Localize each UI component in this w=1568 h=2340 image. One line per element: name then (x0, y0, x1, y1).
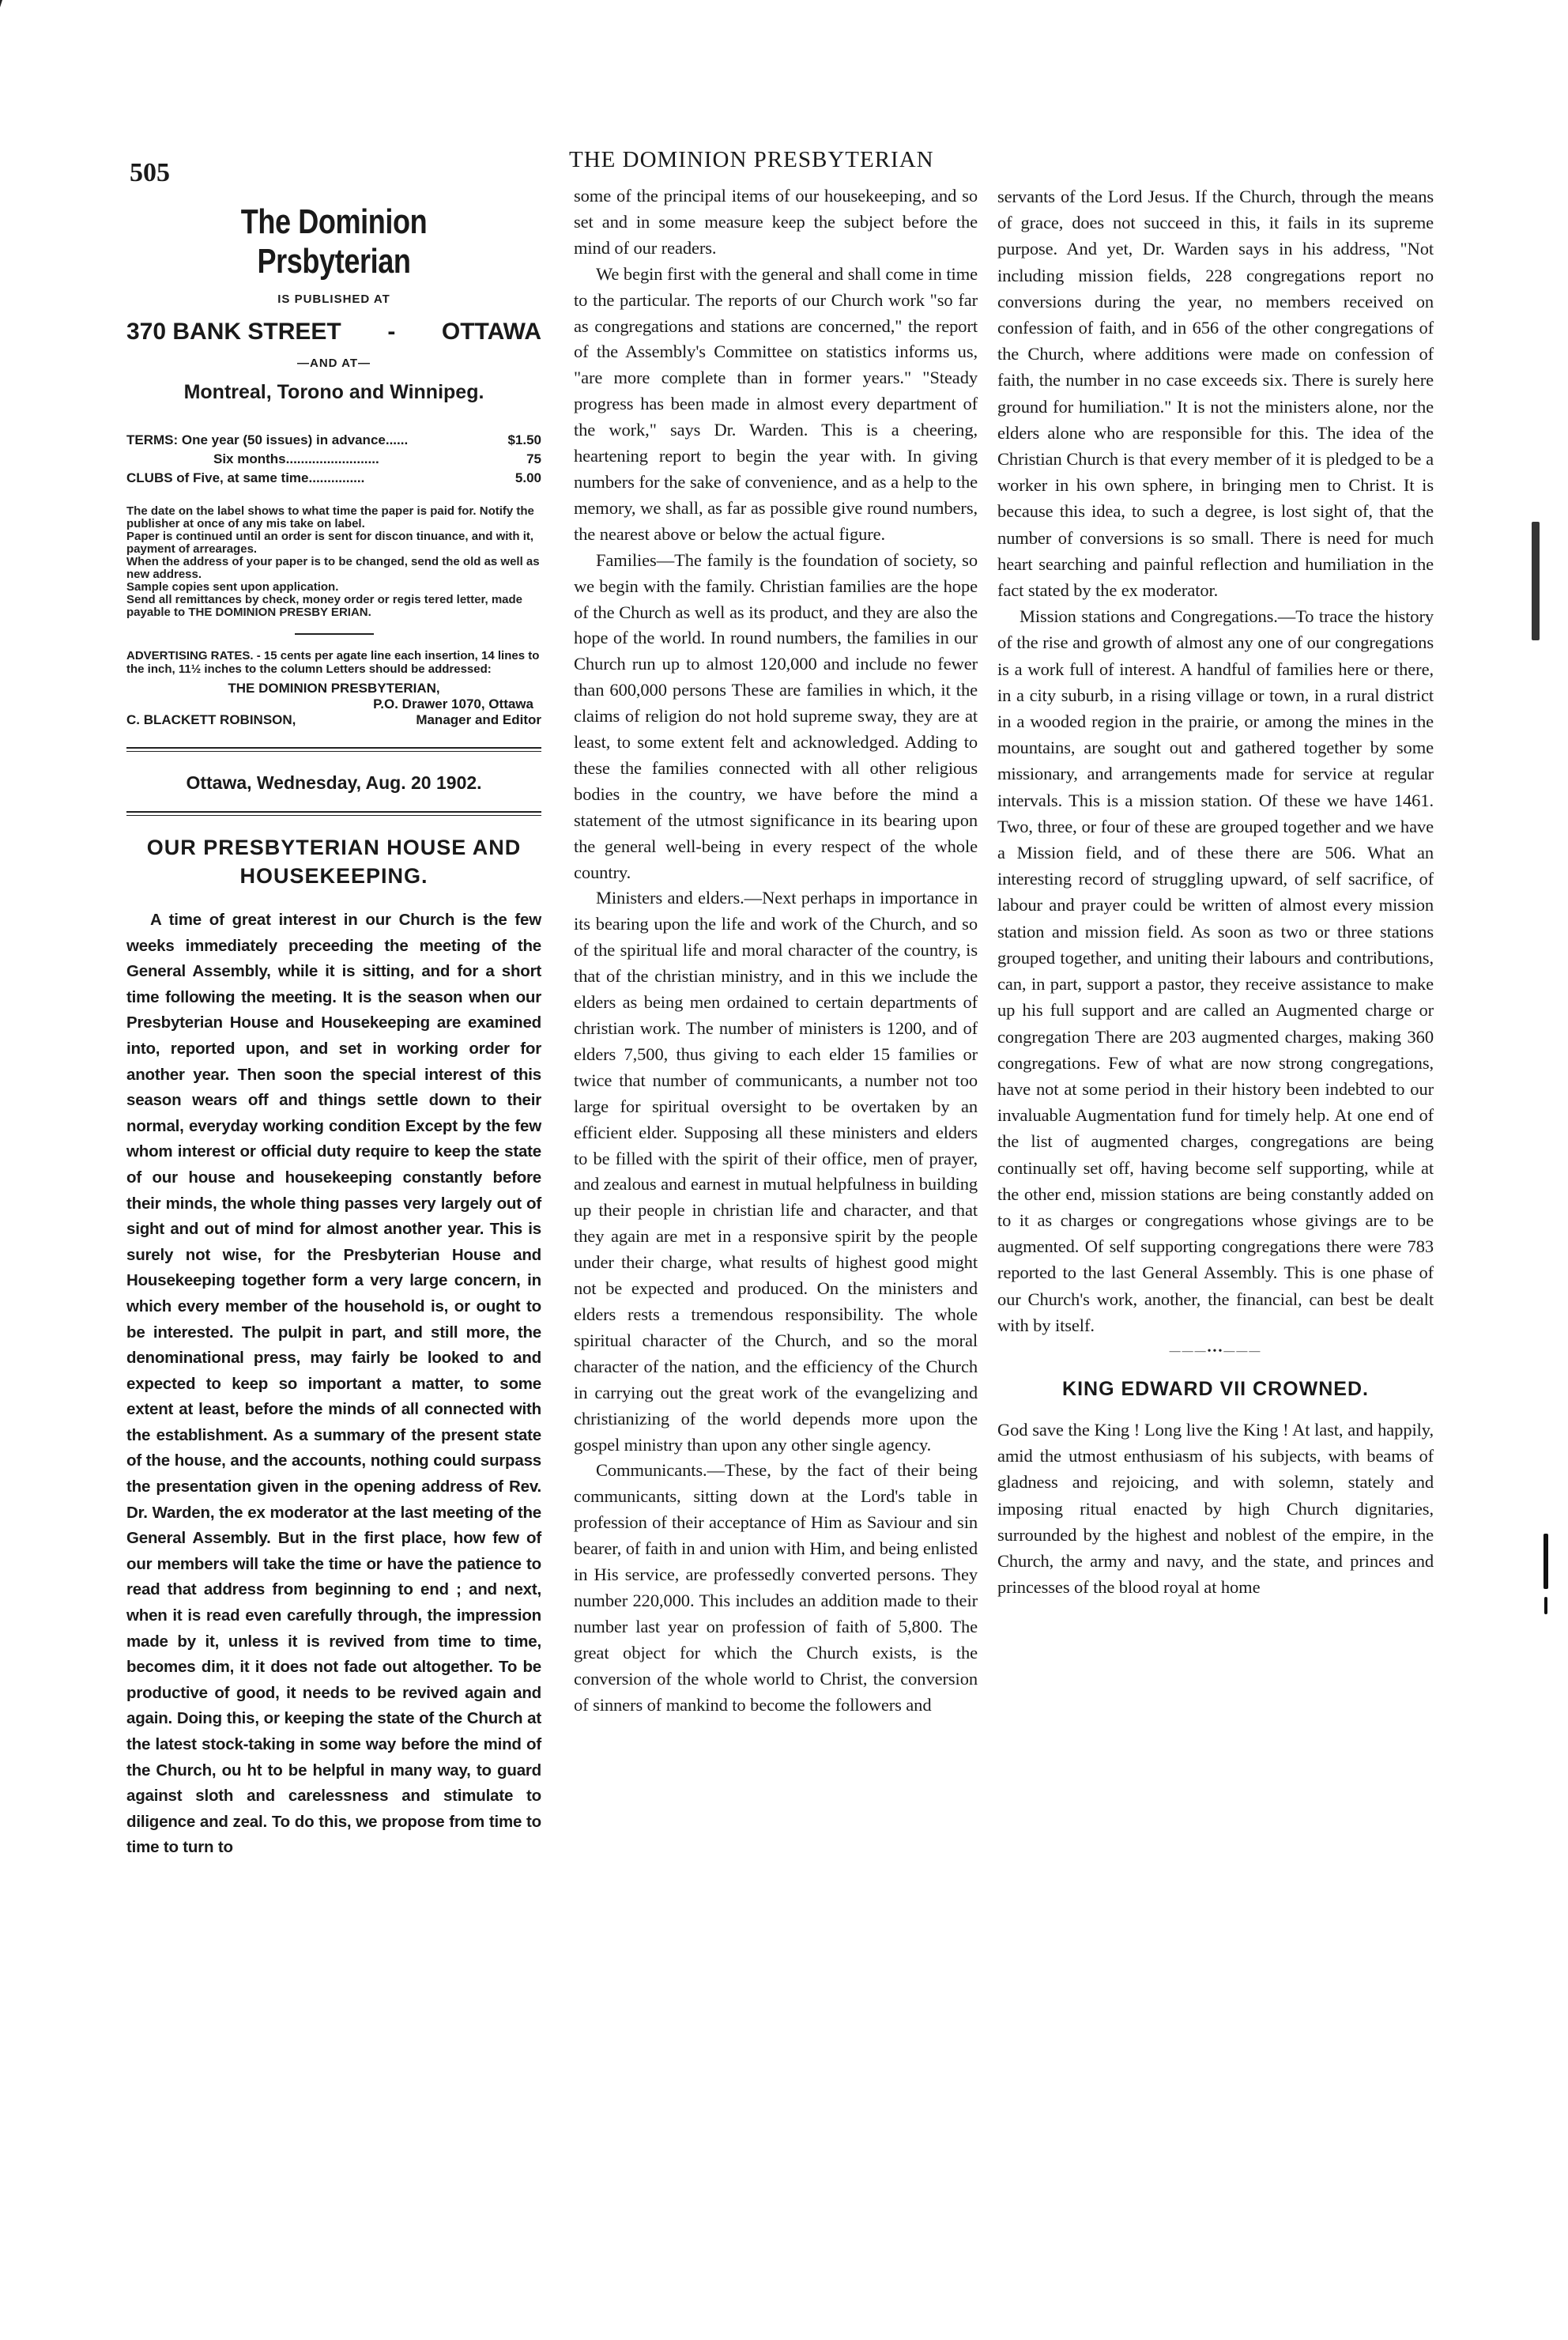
manager-line (126, 712, 541, 728)
article-paragraph: Communicants.—These, by the fact of their being communicants, sitting down at the Lord's table in profession of their acceptance of Him as Saviour and sin bearer, of faith in and union with Him, and being enlisted in His service, are professedly converted persons. They number 220,000. This includes an addition made to their number last year on profession of faith of 5,800. The great object for which the Church exists, is the conversion of the whole world to Christ, the conversion of sinners of mankind to become the followers and (574, 1460, 978, 1715)
section-title: KING EDWARD VII CROWNED. (1062, 1377, 1369, 1400)
article-paragraph: some of the principal items of our housekeeping, and so set and in some measure keep the subject before the mind of our readers. (574, 186, 978, 258)
terms-label: CLUBS of Five, at same time............... (126, 470, 365, 485)
notice-line: Sample copies sent upon application. (126, 580, 339, 594)
column-right (997, 183, 1434, 1600)
article-lead-paragraph: A time of great interest in our Church is the few weeks immediately preceeding the meeting of the General Assembly, while it is sitting, and for a short time following the meeting. It is the season when our Presbyterian House and Housekeeping are examined into, reported upon, and set in working order for another year. Then soon the special interest of this season wears off and things settle down to their normal, everyday working condition Except by the few whom interest or official duty require to keep the state of our house and housekeeping constantly before their minds, the whole thing passes very largely out of sight and out of mind for almost another year. This is surely not wise, for the Presbyterian House and Housekeeping together form a very large concern, in which every member of the household is, or ought to be interested. The pulpit in part, and still more, the denominational press, may fairly be looked to and expected to keep so important a matter, to some extent at least, before the minds of all connected with the establishment. As a summary of the present state of the house, and the accounts, nothing could surpass the presentation given in the opening address of Rev. Dr. Warden, the ex moderator at the last meeting of the General Assembly. But in the first place, how few of our members will take the time or have the patience to read that address from beginning to end ; and next, when it is read even carefully through, the impression made by it, unless it is revived from time to time, becomes dim, it it does not fade out altogether. To be productive of good, it needs to be revived again and again. Doing this, or keeping the state of the Church at the latest stock-taking in some way before the mind of the Church, ou ht to be helpful in many way, to guard against sloth and carelessness and stimulate to diligence and zeal. To do this, we propose from time to time to turn to (126, 911, 541, 1857)
article-paragraph: servants of the Lord Jesus. If the Church, through the means of grace, does not succeed in this, it fails in its supreme purpose. And yet, Dr. Warden says in his address, "Not including mission fields, 228 congregations report no conversions during the year, no members received on confession of faith, and in 656 of the other congregations of the Church, where additions were made on confession of faith, the number in no case exceeds six. There is surely here ground for humiliation." It is not the ministers alone, nor the elders alone who are responsible for this. The idea of the Christian Church is that every member of it is pledged to be a worker in his own sphere, in bringing men to Christ. It is because this idea, to such a degree, is lost sight of, that the number of conversions is so small. There is need for much heart searching and painful reflection and humiliation in the fact stated by the ex moderator. (997, 187, 1434, 601)
article-title (126, 833, 541, 890)
scan-edge-mark (1544, 1534, 1548, 1589)
address-city: OTTAWA (441, 319, 541, 345)
manager-name: C. BLACKETT ROBINSON, (126, 712, 296, 727)
page-number: 505 (130, 158, 170, 187)
and-at-line: —AND AT— (297, 357, 371, 370)
address-separator: - (387, 319, 396, 345)
publisher-block (126, 681, 541, 728)
branch-cities: Montreal, Torono and Winnipeg. (183, 381, 484, 403)
article-paragraph: God save the King ! Long live the King ! At last, and happily, amid the utmost enthusiasm of his subjects, with beams of gladness and rejoicing, and with solemn, stately and imposing ritual enacted by high Church dignitaries, surrounded by the highest and noblest of the empire, in the Church, the army and navy, and the state, and princes and princesses of the blood royal at home (997, 1419, 1434, 1598)
advertising-rates: ADVERTISING RATES. - 15 cents per agate line each insertion, 14 lines to the inch, 11½ inches to the column Letters should be addressed: (126, 649, 540, 676)
published-at-line: IS PUBLISHED AT (277, 292, 390, 306)
divider (126, 747, 541, 752)
divider (295, 633, 374, 635)
section-ornament: ———•••——— (1169, 1345, 1262, 1357)
publisher-drawer: P.O. Drawer 1070, Ottawa (373, 696, 533, 711)
article-paragraph: Families—The family is the foundation of society, so we begin with the family. Christian families are the hope of the Church as well as its product, and they are also the hope of the world. In round numbers, the families in our Church run up to almost 120,000 and include no fewer than 600,000 persons These are families in which, it the claims of religion do not hold supreme sway, they are at least, to some extent felt and acknowledged. Adding to these the families connected with all other religious bodies in the country, we have before the mind a statement of the utmost significance in its bearing upon the general well-being in every respect of the whole country. (574, 549, 978, 882)
terms-row (126, 431, 541, 450)
scan-edge-mark (1544, 1597, 1547, 1614)
manager-role: Manager and Editor (416, 712, 541, 727)
column-middle (574, 183, 978, 1718)
subscription-terms (126, 431, 541, 488)
address-row (126, 319, 541, 345)
street-address: 370 BANK STREET (126, 319, 341, 345)
article-title-line: HOUSEKEEPING. (239, 864, 428, 888)
terms-row (126, 450, 541, 469)
notice-line: Paper is continued until an order is sent for discon tinuance, and with it, payment of arrearages. (126, 530, 534, 556)
terms-row (126, 469, 541, 488)
notice-line: The date on the label shows to what time the paper is paid for. Notify the publisher at once of any mis take on label. (126, 504, 534, 530)
subscriber-notices (126, 505, 541, 619)
masthead-title: The Dominion Prsbyterian (240, 202, 428, 281)
notice-line: Send all remittances by check, money order or regis tered letter, made payable to THE DOMINION PRESBY ERIAN. (126, 593, 523, 619)
divider (126, 811, 541, 816)
terms-label: Six months......................... (213, 451, 379, 466)
publisher-name: THE DOMINION PRESBYTERIAN, (228, 681, 440, 696)
terms-label: TERMS: One year (50 issues) in advance...... (126, 432, 409, 447)
article-paragraph: We begin first with the general and shall come in time to the particular. The reports of our Church work "so far as congregations and stations are concerned," the report of the Assembly's Committee on statistics informs us, "are more complete than in former years." "Steady progress has been made in almost every department of the work," says Dr. Warden. This is a cheering, heartening report to begin the year with. In giving numbers for the sake of convenience, and as a help to the memory, we shall, as far as possible give round numbers, the nearest above or below the actual figure. (574, 263, 978, 544)
notice-line: When the address of your paper is to be changed, send the old as well as new address. (126, 555, 540, 581)
running-head: THE DOMINION PRESBYTERIAN (569, 147, 934, 172)
dateline: Ottawa, Wednesday, Aug. 20 1902. (186, 772, 482, 793)
terms-value: 75 (526, 451, 541, 466)
article-paragraph: Mission stations and Congregations.—To trace the history of the rise and growth of almost any one of our congregations is a work full of interest. A handful of families here or there, in a city suburb, in a rising village or town, in a rural district in a wooded region in the prairie, or among the mines in the mountains, are sought out and gathered together by some missionary, and arrangements made for service at regular intervals. This is a mission station. Of these we have 1461. Two, three, or four of these are grouped together and we have a Mission field, and of these there are 506. What an interesting record of struggling upward, of self sacrifice, of labour and prayer could be written of almost every mission station and mission field. As soon as two or three stations grouped together, and uniting their labours and contributions, can, in part, support a pastor, they receive assistance to make up his full support and are called an Augmented charge or congregation There are 203 augmented charges, making 360 congregations. Few of what are now strong congregations, have not at some period in their history been indebted to our invaluable Augmentation fund for timely help. At one end of the list of augmented charges, congregations are being continually set off, having become self supporting, while at the other end, mission stations are being constantly added on to it as charges or congregations whose givings are to be augmented. Of self supporting congregations there were 783 reported to the last General Assembly. This is one phase of our Church's work, another, the financial, can best be dealt with by itself. (997, 606, 1434, 1335)
terms-value: 5.00 (514, 470, 541, 485)
page-corner-fold (0, 0, 32, 79)
article-paragraph: Ministers and elders.—Next perhaps in importance in its bearing upon the life and work of the Church, and so of the spiritual life and moral character of the country, is that of the christian ministry, and in this we include the elders as being men ordained to certain departments of christian work. The number of ministers is 1200, and of elders 7,500, thus giving to each elder 15 families or twice that number of communicants, a number not too large for spiritual oversight to be overtaken by an efficient elder. Supposing all these ministers and elders to be filled with the spirit of their office, men of prayer, and zealous and earnest in mutual helpfulness in building up their people in christian life and character, and that they again are met in a responsive spirit by the people under their charge, what results of highest good might not be expected and produced. On the ministers and elders rests a tremendous responsibility. The whole spiritual character of the Church, and so the moral character of the nation, and the efficiency of the Church in carrying out the great work of the evangelizing and christianizing of the world depends more upon the gospel ministry than upon any other single agency. (574, 888, 978, 1455)
article-title-line: OUR PRESBYTERIAN HOUSE AND (146, 836, 522, 859)
column-left (126, 183, 541, 1861)
terms-value: $1.50 (507, 432, 541, 447)
scan-edge-mark (1532, 522, 1540, 640)
